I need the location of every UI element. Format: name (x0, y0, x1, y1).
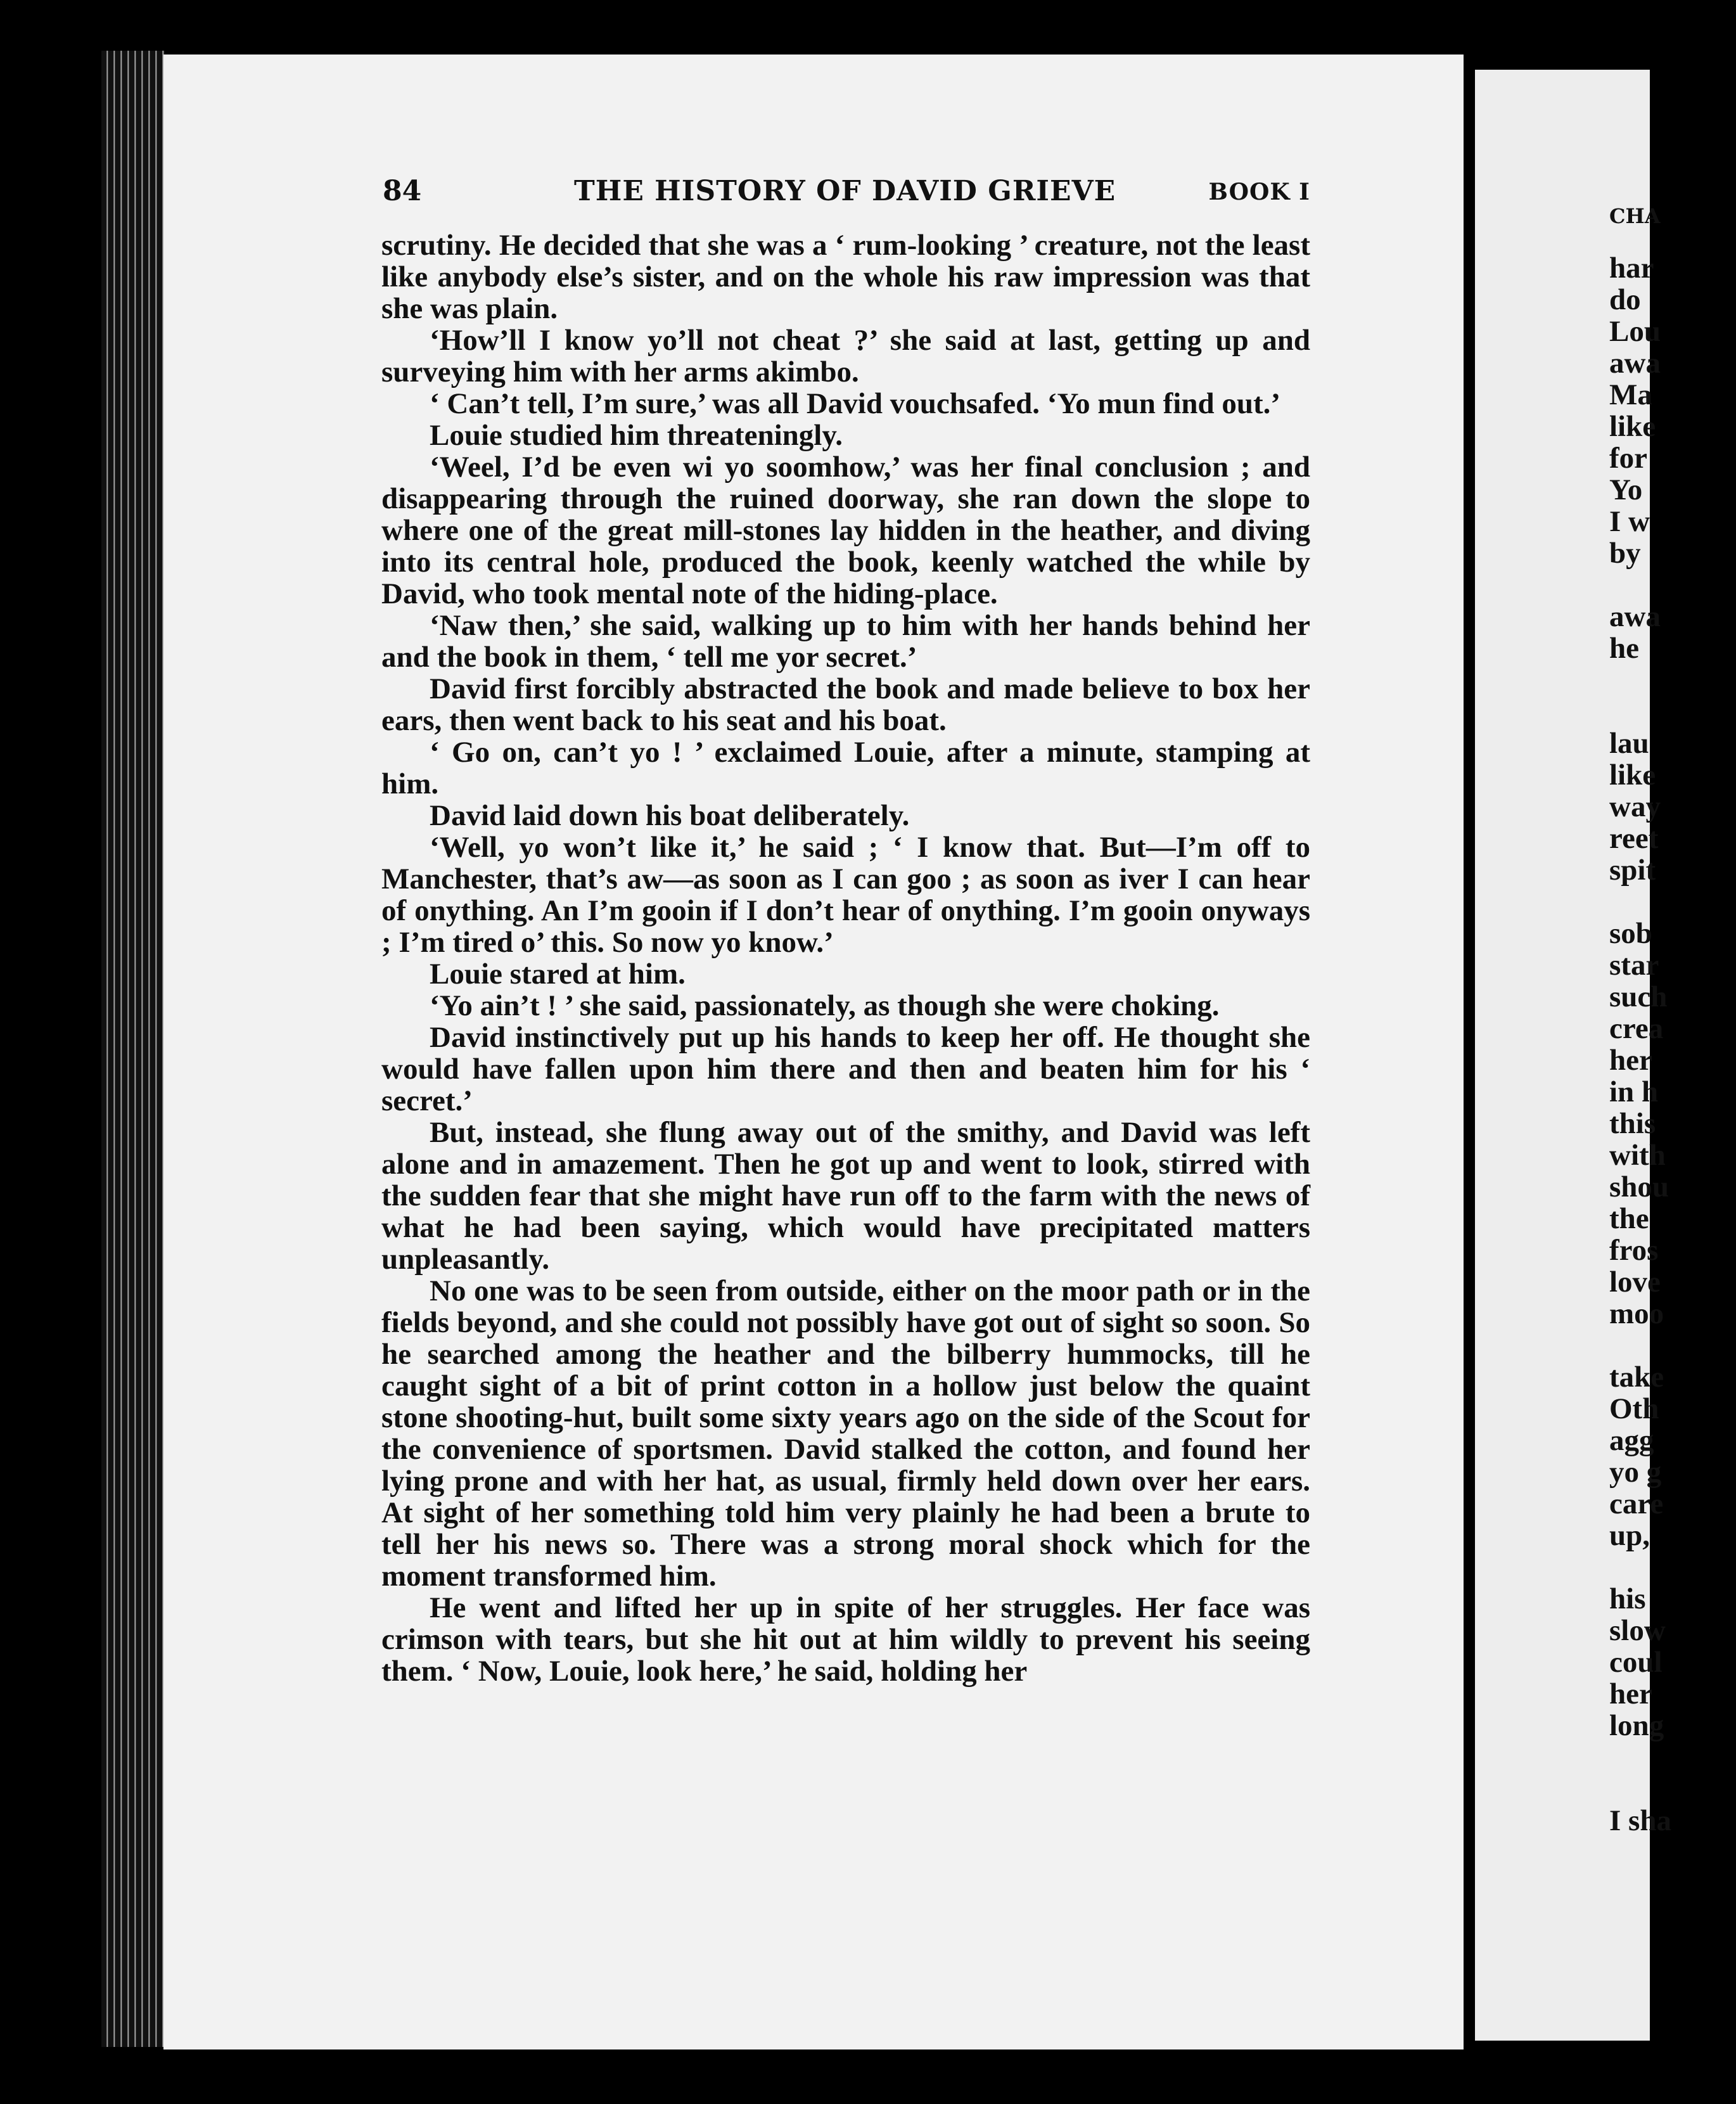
facing-page-line (1609, 1773, 1736, 1805)
facing-page-line: such (1609, 980, 1668, 1013)
facing-page-line: crea (1609, 1012, 1664, 1045)
facing-page-line: by (1609, 537, 1641, 570)
paragraph: David laid down his boat deliberately. (430, 799, 910, 832)
paragraph: ‘Well, yo won’t like it,’ he said ; ‘ I know that. But—I’m off to Manchester, that’s aw—as soon as I can goo ; as soon as iver I can hear of onything. An I’m gooin if I don’t hear of onything. I’m gooin onyways ; I’m tired o’ this. So now yo know.’ (381, 831, 1310, 959)
facing-page-line: agg (1609, 1424, 1654, 1457)
paragraph: David instinctively put up his hands to keep her off. He thought she would have fallen upon him there and then and beaten him for his ‘ secret.’ (381, 1021, 1310, 1117)
paragraph: David first forcibly abstracted the book and made believe to box her ears, then went back to his seat and his boat. (381, 672, 1310, 737)
facing-page-line: love (1609, 1266, 1661, 1299)
facing-page-line: the (1609, 1202, 1649, 1235)
facing-page-line: fros (1609, 1234, 1659, 1267)
facing-page-line: moo (1609, 1297, 1664, 1330)
running-header (383, 175, 1310, 210)
facing-page-line: Ma (1609, 378, 1652, 411)
facing-page-line: long (1609, 1709, 1664, 1742)
facing-page-line: with (1609, 1139, 1666, 1172)
facing-page-line: in h (1609, 1075, 1659, 1108)
facing-page-line: this (1609, 1107, 1656, 1140)
facing-page-line (1609, 886, 1736, 918)
paragraph: ‘ Can’t tell, I’m sure,’ was all David vouchsafed. ‘Yo mun find out.’ (430, 387, 1281, 420)
facing-page-header: CHA (1609, 204, 1661, 228)
facing-page-line (1609, 1330, 1736, 1361)
paragraph: Louie stared at him. (430, 958, 686, 991)
page-number: 84 (383, 175, 422, 207)
paragraph: But, instead, she flung away out of the smithy, and David was left alone and in amazement. Then he got up and went to look, stirred with the sudden fear that she might have run off to the farm with the news of what he had been saying, which would have precipitated matters unpleasantly. (381, 1116, 1310, 1276)
facing-page-line (1609, 696, 1736, 728)
facing-page-line: Yo (1609, 473, 1643, 506)
facing-page-line: shou (1609, 1171, 1669, 1203)
facing-page-line: reet (1609, 822, 1659, 855)
facing-page-line: like (1609, 759, 1656, 792)
facing-page-line: lau (1609, 727, 1649, 760)
facing-page-line (1609, 569, 1736, 601)
facing-page-line: her (1609, 1677, 1652, 1710)
facing-page-line: do (1609, 283, 1641, 316)
facing-page-line: way (1609, 790, 1661, 823)
paragraph: No one was to be seen from outside, either on the moor path or in the fields beyond, and she could not possibly have got out of sight so soon. So he searched among the heather and the bilberry hummocks, till he caught sight of a bit of print cotton in a hollow just below the quaint stone shooting-hut, built some sixty years ago on the side of the Scout for the convenience of sportsmen. David stalked the cotton, and found her lying prone and with her hat, as usual, firmly held down over her ears. At sight of her something told him very plainly he had been a brute to tell her his news so. There was a strong moral shock which for the moment transformed him. (381, 1274, 1310, 1593)
facing-page-line: her (1609, 1044, 1652, 1077)
facing-page-line: spit (1609, 854, 1656, 887)
facing-page-line: Oth (1609, 1392, 1659, 1425)
paragraph: ‘Weel, I’d be even wi yo soomhow,’ was her final conclusion ; and disappearing through the ruined doorway, she ran down the slope to where one of the great mill-stones lay hidden in the heather, and diving into its central hole, produced the book, keenly watched the while by David, who took mental note of the hiding-place. (381, 451, 1310, 610)
paragraph: He went and lifted her up in spite of her struggles. Her face was crimson with tears, but she hit out at him wildly to prevent his seeing them. ‘ Now, Louie, look here,’ he said, holding her (381, 1591, 1310, 1688)
running-title: THE HISTORY OF DAVID GRIEVE (574, 175, 1116, 207)
facing-page-line: I w (1609, 505, 1650, 538)
facing-page-line: sob (1609, 917, 1652, 950)
facing-page-line: his (1609, 1582, 1646, 1615)
facing-page-line: for (1609, 442, 1648, 475)
facing-page-line (1609, 1742, 1736, 1773)
facing-page-line: he (1609, 632, 1639, 665)
facing-page-line: yo g (1609, 1456, 1662, 1489)
page-gutter (1464, 55, 1475, 2049)
paragraph: ‘Yo ain’t ! ’ she said, passionately, as though she were choking. (430, 989, 1220, 1022)
facing-page-line: Lou (1609, 315, 1661, 348)
facing-page-line: coul (1609, 1646, 1663, 1679)
paragraph: ‘ Go on, can’t yo ! ’ exclaimed Louie, after a minute, stamping at him. (381, 736, 1310, 800)
facing-page-line (1609, 664, 1736, 696)
facing-page-line: awa (1609, 600, 1661, 633)
facing-page-line: har (1609, 252, 1654, 285)
facing-page-line: up, (1609, 1519, 1650, 1552)
book-label: BOOK I (1208, 179, 1310, 205)
book-spine-edge (101, 51, 165, 2047)
facing-page-line: take (1609, 1361, 1664, 1394)
facing-page-line (1609, 1551, 1736, 1583)
facing-page-line: like (1609, 410, 1656, 443)
paragraph: ‘Naw then,’ she said, walking up to him with her hands behind her and the book in them, ‘ tell me yor secret.’ (381, 609, 1310, 674)
paragraph: ‘How’ll I know yo’ll not cheat ?’ she said at last, getting up and surveying him with her arms akimbo. (381, 324, 1310, 388)
paragraph: Louie studied him threateningly. (430, 419, 843, 452)
facing-page-line: care (1609, 1487, 1664, 1520)
facing-page-line: awa (1609, 347, 1661, 380)
facing-page-line: slow (1609, 1614, 1666, 1647)
body-text (381, 229, 1310, 1687)
paragraph: scrutiny. He decided that she was a ‘ rum-looking ’ creature, not the least like anybody else’s sister, and on the whole his raw impression was that she was plain. (381, 229, 1310, 325)
facing-page-text (1609, 252, 1736, 1837)
facing-page-line: star (1609, 949, 1659, 982)
facing-page-line: I sha (1609, 1804, 1671, 1837)
